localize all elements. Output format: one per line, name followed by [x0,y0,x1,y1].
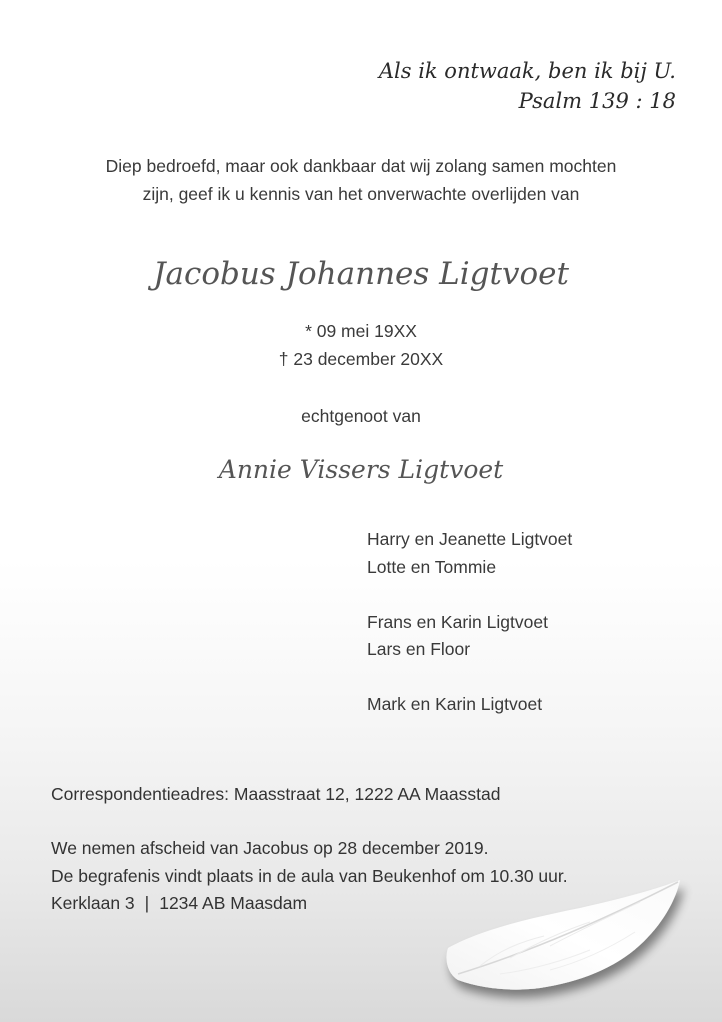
deceased-name: Jacobus Johannes Ligtvoet [153,256,569,292]
postal-address: 1234 AB Maasdam [159,893,308,913]
birth-date: * 09 mei 19XX [305,321,417,341]
farewell-date: We nemen afscheid van Jacobus op 28 december 2019. [51,838,489,858]
intro-line-2: zijn, geef ik u kennis van het onverwachte overlijden van [142,184,580,204]
family-line: Harry en Jeanette Ligtvoet [367,529,573,549]
family-group-1 [367,526,572,581]
family-list [367,526,572,719]
feather-icon [440,870,702,1010]
funeral-location: De begrafenis vindt plaats in de aula van Beukenhof om 10.30 uur. [51,865,568,886]
address-separator: | [144,893,150,913]
death-date: † 23 december 20XX [278,349,444,369]
spouse-label: echtgenoot van [301,406,421,426]
bible-verse [379,56,676,116]
family-line: Lotte en Tommie [367,556,497,577]
spouse-name: Annie Vissers Ligtvoet [218,455,504,484]
family-line: Lars en Floor [367,639,471,659]
intro-line-1: Diep bedroefd, maar ook dankbaar dat wij zolang samen mochten [105,156,617,176]
family-group-2 [367,609,572,664]
verse-text: Als ik ontwaak, ben ik bij U. [378,59,676,83]
family-group-3 [367,691,572,719]
family-line: Mark en Karin Ligtvoet [367,694,543,714]
intro-text [40,152,682,208]
verse-reference: Psalm 139 : 18 [518,89,676,113]
street-address: Kerklaan 3 [51,893,135,913]
life-dates [0,317,722,373]
family-line: Frans en Karin Ligtvoet [367,611,548,632]
correspondence-address: Correspondentieadres: Maasstraat 12, 1222 AA Maasstad [51,784,501,804]
